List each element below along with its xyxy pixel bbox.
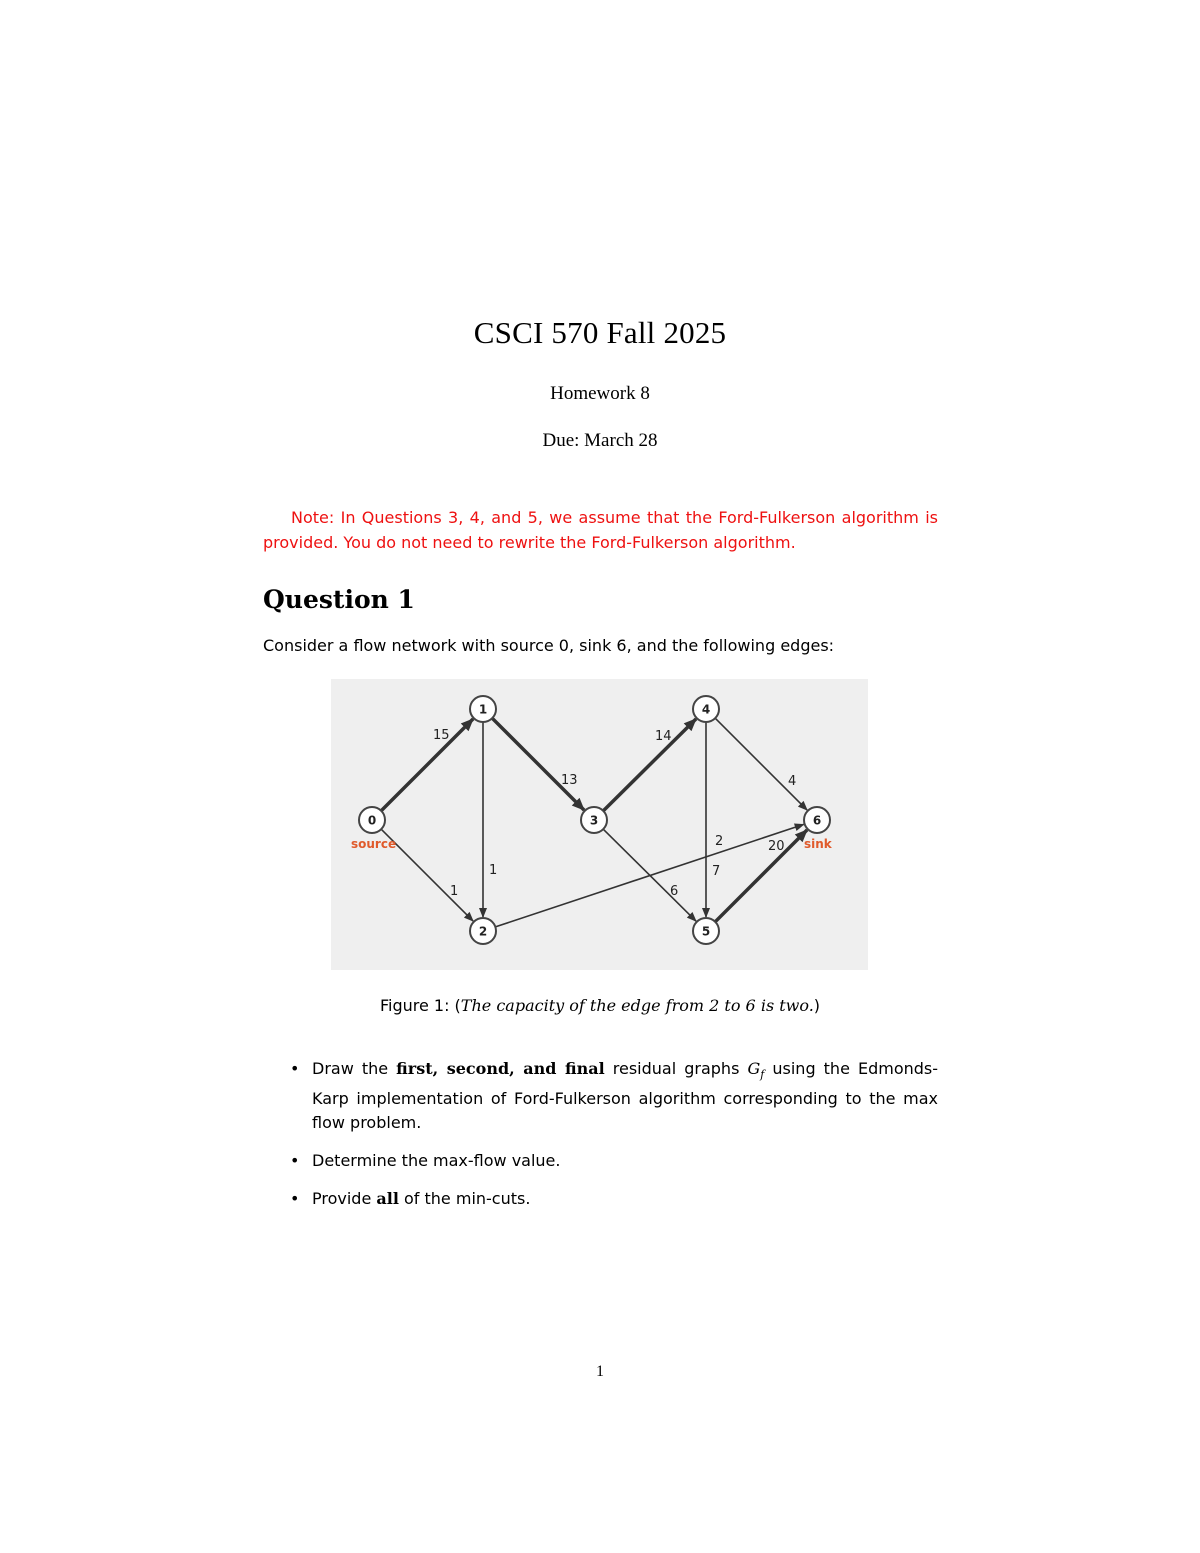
edge-capacity-1-3: 13 bbox=[561, 773, 578, 788]
bullet-1-bold: first, second, and final bbox=[396, 1059, 605, 1078]
edge-capacity-4-6: 4 bbox=[788, 774, 797, 789]
edge-capacity-0-2: 1 bbox=[450, 884, 459, 899]
bullet-1-mid: residual graphs bbox=[604, 1059, 748, 1078]
page-title: CSCI 570 Fall 2025 bbox=[473, 315, 727, 350]
list-item bbox=[288, 1149, 938, 1173]
note-text: Note: In Questions 3, 4, and 5, we assume that the Ford-Fulkerson algorithm is provided. You do not need to rewrite the Ford-Fulkerson algorithm. bbox=[263, 508, 938, 552]
node-4 bbox=[693, 696, 719, 722]
bullet-1-pre: Draw the bbox=[312, 1059, 397, 1078]
flow-network-graph bbox=[331, 679, 868, 970]
node-label: 1 bbox=[478, 702, 488, 717]
node-label: 0 bbox=[367, 813, 377, 828]
node-label: 2 bbox=[478, 924, 488, 939]
page-number: 1 bbox=[596, 1363, 604, 1380]
bullet-3-post: of the min-cuts. bbox=[398, 1189, 531, 1209]
figure-caption bbox=[0, 996, 1200, 1015]
edge-3-5 bbox=[603, 829, 696, 921]
task-list bbox=[288, 1057, 938, 1225]
node-label: 6 bbox=[812, 813, 822, 828]
node-6 bbox=[804, 807, 830, 833]
due-date: Due: March 28 bbox=[542, 430, 658, 451]
edge-4-6 bbox=[715, 718, 807, 810]
edge-capacity-5-6: 20 bbox=[768, 839, 785, 854]
node-label: 5 bbox=[701, 924, 711, 939]
gf-subscript: f bbox=[760, 1068, 765, 1082]
edge-capacity-4-5: 7 bbox=[712, 864, 721, 879]
node-1 bbox=[470, 696, 496, 722]
edge-capacity-3-5: 6 bbox=[670, 884, 679, 899]
node-3 bbox=[581, 807, 607, 833]
node-2 bbox=[470, 918, 496, 944]
node-label: 4 bbox=[701, 702, 711, 717]
bullet-1-post: using the Edmonds-Karp implementation of Ford-Fulkerson algorithm corresponding to the max flow problem. bbox=[312, 1059, 939, 1133]
edge-3-4 bbox=[603, 719, 696, 811]
edge-0-1 bbox=[381, 719, 473, 811]
caption-suffix: ) bbox=[813, 996, 821, 1015]
edge-capacity-0-1: 15 bbox=[433, 728, 450, 743]
caption-prefix: Figure 1: ( bbox=[379, 996, 461, 1015]
edge-capacity-3-4: 14 bbox=[655, 729, 672, 744]
node-0 bbox=[359, 807, 385, 833]
node-label: 3 bbox=[589, 813, 599, 828]
sink-label: sink bbox=[804, 837, 832, 851]
edge-1-3 bbox=[492, 718, 584, 810]
bullet-3-pre: Provide bbox=[312, 1189, 377, 1209]
bullet-3-bold: all bbox=[376, 1189, 399, 1209]
bullet-2-text: Determine the max-flow value. bbox=[312, 1151, 561, 1171]
edge-capacity-1-2: 1 bbox=[489, 863, 498, 878]
question-1-intro: Consider a flow network with source 0, sink 6, and the following edges: bbox=[263, 636, 835, 655]
edge-5-6 bbox=[715, 830, 807, 922]
list-item bbox=[288, 1057, 938, 1135]
edge-capacity-2-6: 2 bbox=[715, 834, 724, 849]
homework-number: Homework 8 bbox=[550, 383, 650, 404]
residual-graph-symbol bbox=[747, 1059, 765, 1082]
caption-italic: The capacity of the edge from 2 to 6 is two. bbox=[460, 996, 814, 1015]
gf-base: G bbox=[747, 1059, 761, 1078]
question-1-heading: Question 1 bbox=[263, 585, 415, 614]
flow-network-figure bbox=[331, 679, 868, 970]
node-5 bbox=[693, 918, 719, 944]
list-item bbox=[288, 1187, 938, 1211]
source-label: source bbox=[351, 837, 397, 851]
